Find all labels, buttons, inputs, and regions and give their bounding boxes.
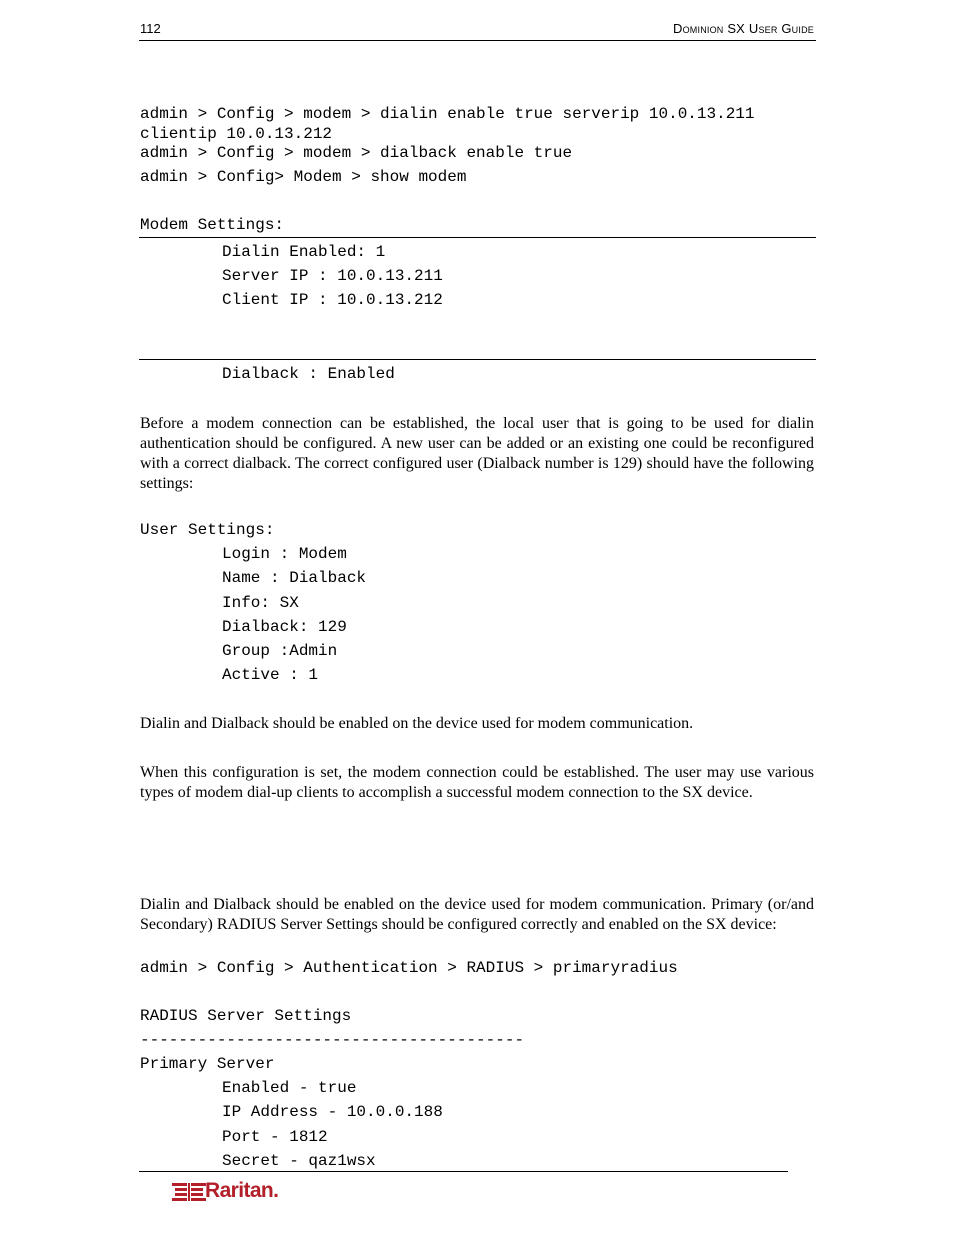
- paragraph-dialin-enabled: Dialin and Dialback should be enabled on the device used for modem communication.: [140, 715, 694, 732]
- command-dialin-continued: clientip 10.0.13.212: [140, 125, 333, 143]
- header-rule: [139, 40, 816, 41]
- raritan-logo-text: Raritan.: [205, 1179, 279, 1202]
- footer-rule: [139, 1171, 788, 1172]
- modem-settings-rule-top: [139, 237, 816, 238]
- user-settings-heading: User Settings:: [140, 521, 275, 539]
- paragraph-user-config: Before a modem connection can be established, the local user that is going to be used for dialin authentication should be configured. A new user can be added or an existing one could be reconfigured with a correct dialback. The correct configured user (Dialback number is 129) should have the following settings:: [140, 415, 814, 492]
- user-setting-line: Login : Modem: [222, 545, 347, 563]
- radius-setting-line: Port - 1812: [222, 1128, 328, 1146]
- page-number: 112: [140, 21, 161, 36]
- user-setting-line: Group :Admin: [222, 642, 338, 660]
- paragraph-connection-established: When this configuration is set, the modem connection could be established. The user may use various types of modem dial-up clients to accomplish a successful modem connection to the SX device.: [140, 764, 814, 801]
- command-primaryradius: admin > Config > Authentication > RADIUS > primaryradius: [140, 959, 678, 977]
- radius-settings-heading: RADIUS Server Settings: [140, 1007, 352, 1025]
- modem-dialback-line: Dialback : Enabled: [222, 365, 395, 383]
- modem-settings-rule-bottom: [139, 359, 816, 360]
- modem-settings-heading: Modem Settings:: [140, 216, 285, 234]
- radius-primary-server: Primary Server: [140, 1055, 275, 1073]
- modem-setting-line: Server IP : 10.0.13.211: [222, 267, 443, 285]
- user-setting-line: Active : 1: [222, 666, 319, 684]
- radius-setting-line: Enabled - true: [222, 1079, 357, 1097]
- raritan-emblem-icon: [172, 1181, 206, 1203]
- command-show-modem: admin > Config> Modem > show modem: [140, 168, 467, 186]
- command-dialin: admin > Config > modem > dialin enable true serverip 10.0.13.211: [140, 105, 755, 123]
- user-setting-line: Info: SX: [222, 594, 299, 612]
- command-dialback: admin > Config > modem > dialback enable true: [140, 144, 573, 162]
- radius-setting-line: Secret - qaz1wsx: [222, 1152, 376, 1170]
- paragraph-radius: Dialin and Dialback should be enabled on the device used for modem communication. Primary (or/and Secondary) RADIUS Server Settings should be configured correctly and enabled on the SX device:: [140, 896, 814, 933]
- user-setting-line: Name : Dialback: [222, 569, 367, 587]
- running-header-title: Dominion SX User Guide: [673, 21, 814, 36]
- user-setting-line: Dialback: 129: [222, 618, 347, 636]
- radius-setting-line: IP Address - 10.0.0.188: [222, 1103, 443, 1121]
- radius-divider: ----------------------------------------: [140, 1031, 525, 1049]
- modem-setting-line: Client IP : 10.0.13.212: [222, 291, 443, 309]
- modem-setting-line: Dialin Enabled: 1: [222, 243, 386, 261]
